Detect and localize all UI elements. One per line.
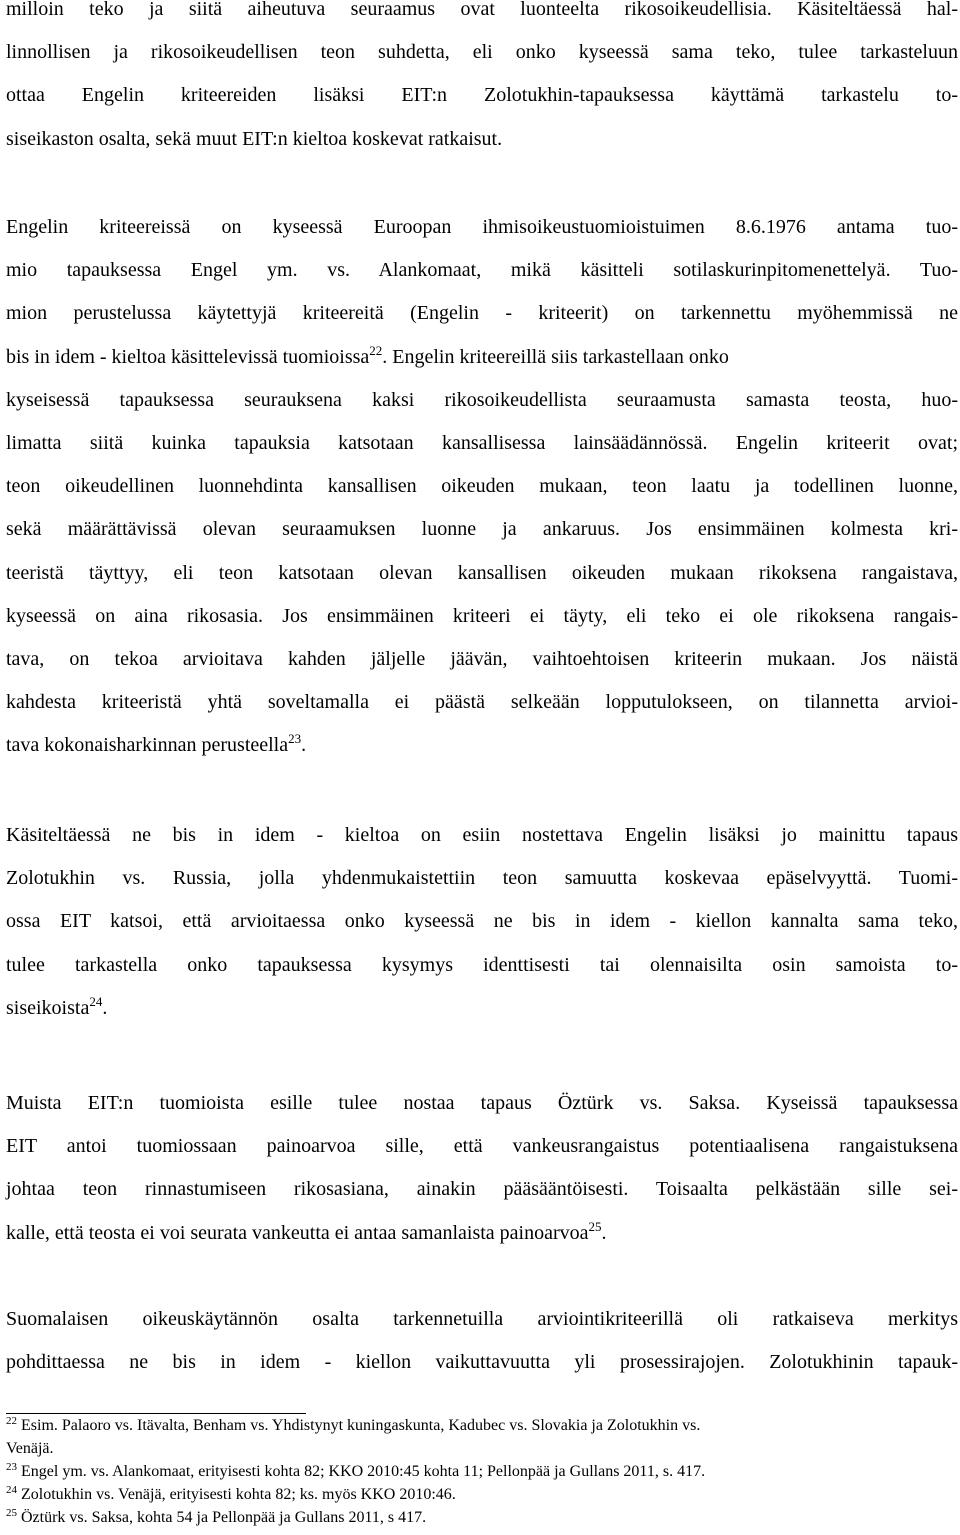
text-line: linnollisen ja rikosoikeudellisen teon suhdetta, eli onko kyseessä sama teko, tulee tarkasteluun: [6, 41, 958, 64]
footnote: [6, 1460, 958, 1483]
text-line: mion perustelussa käytettyjä kriteereitä (Engelin - kriteerit) on tarkennettu myöhemmissä ne: [6, 302, 958, 325]
text-line: ossa EIT katsoi, että arvioitaessa onko kyseessä ne bis in idem - kiellon kannalta sama teko,: [6, 910, 958, 933]
footnote: [6, 1506, 958, 1529]
footnote-number: 24: [6, 1484, 17, 1496]
text-line: Engelin kriteereissä on kyseessä Euroopan ihmisoikeustuomioistuimen 8.6.1976 antama tuo-: [6, 216, 958, 238]
text-line: kahdesta kriteeristä yhtä soveltamalla ei päästä selkeään lopputulokseen, on tilannetta arvioi-: [6, 691, 958, 714]
text-fragment: .: [601, 1221, 607, 1244]
text-line: milloin teko ja siitä aiheutuva seuraamus ovat luonteelta rikosoikeudellisia. Käsiteltäessä hal-: [6, 0, 958, 20]
text-line: mio tapauksessa Engel ym. vs. Alankomaat, mikä käsitteli sotilaskurinpitomenettelyä. Tuo-: [6, 259, 958, 282]
text-line: pohdittaessa ne bis in idem - kiellon vaikuttavuutta yli prosessirajojen. Zolotukhinin tapauk-: [6, 1351, 958, 1374]
paragraph-3: [6, 814, 958, 1030]
text-line: [6, 1212, 958, 1255]
text-line: sekä määrättävissä olevan seuraamuksen luonne ja ankaruus. Jos ensimmäinen kolmesta kri-: [6, 518, 958, 541]
footnote-number: 25: [6, 1507, 17, 1519]
footnote-text: Venäjä.: [6, 1440, 54, 1457]
text-line: tava, on tekoa arvioitava kahden jäljelle jäävän, vaihtoehtoisen kriteerin mukaan. Jos näistä: [6, 648, 958, 671]
paragraph-5: [6, 1298, 958, 1384]
text-fragment: .: [102, 996, 108, 1019]
text-fragment: kalle, että teosta ei voi seurata vankeutta ei antaa samanlaista painoarvoa: [6, 1221, 589, 1244]
text-fragment: bis in idem - kieltoa käsittelevissä tuomioissa: [6, 345, 370, 368]
text-line: [6, 724, 958, 767]
footnote-ref: 22: [369, 342, 383, 358]
text-line: EIT antoi tuomiossaan painoarvoa sille, että vankeusrangaistus potentiaalisena rangaistuksena: [6, 1135, 958, 1158]
text-line: [6, 336, 958, 379]
text-line: limatta siitä kuinka tapauksia katsotaan kansallisessa lainsäädännössä. Engelin kriteerit ovat;: [6, 432, 958, 455]
text-fragment: . Engelin kriteereillä siis tarkastellaan onko: [382, 345, 729, 368]
footnote-text: Öztürk vs. Saksa, kohta 54 ja Pellonpää ja Gullans 2011, s 417.: [21, 1509, 427, 1526]
footnotes: [6, 1414, 958, 1529]
text-line: Suomalaisen oikeuskäytännön osalta tarkennetuilla arviointikriteerillä oli ratkaiseva merkitys: [6, 1308, 958, 1330]
text-line: teeristä täyttyy, eli teon katsotaan olevan kansallisen oikeuden mukaan rikoksena rangaistava,: [6, 561, 958, 584]
paragraph-2: [6, 206, 958, 768]
text-line: kyseessä on aina rikosasia. Jos ensimmäinen kriteeri ei täyty, eli teko ei ole rikoksena rangais-: [6, 604, 958, 627]
text-fragment: siseikoista: [6, 996, 90, 1019]
text-line: tulee tarkastella onko tapauksessa kysymys identtisesti tai olennaisilta osin samoista to-: [6, 953, 958, 976]
footnote-number: 22: [6, 1415, 17, 1427]
paragraph-1: [6, 0, 958, 161]
footnote-ref: 25: [588, 1218, 602, 1234]
text-fragment: .: [301, 734, 307, 757]
text-line: johtaa teon rinnastumiseen rikosasiana, ainakin pääsääntöisesti. Toisaalta pelkästään sille sei-: [6, 1178, 958, 1201]
text-line: Käsiteltäessä ne bis in idem - kieltoa on esiin nostettava Engelin lisäksi jo mainittu tapaus: [6, 824, 958, 846]
text-line: Muista EIT:n tuomioista esille tulee nostaa tapaus Öztürk vs. Saksa. Kyseissä tapauksessa: [6, 1092, 958, 1114]
paragraph-4: [6, 1082, 958, 1255]
text-fragment: tava kokonaisharkinnan perusteella: [6, 734, 289, 757]
text-line: kyseisessä tapauksessa seurauksena kaksi rikosoikeudellista seuraamusta samasta teosta, huo-: [6, 388, 958, 411]
footnote-text: Esim. Palaoro vs. Itävalta, Benham vs. Yhdistynyt kuningaskunta, Kadubec vs. Slovakia ja Zolotukhin vs.: [21, 1417, 701, 1434]
text-line: [6, 987, 958, 1030]
text-line: ottaa Engelin kriteereiden lisäksi EIT:n Zolotukhin-tapauksessa käyttämä tarkastelu to-: [6, 84, 958, 107]
footnote: [6, 1483, 958, 1506]
footnote: [6, 1414, 958, 1460]
text-line: siseikaston osalta, sekä muut EIT:n kieltoa koskevat ratkaisut.: [6, 127, 503, 150]
text-line: Zolotukhin vs. Russia, jolla yhdenmukaistettiin teon samuutta koskevaa epäselvyyttä. Tuomi-: [6, 867, 958, 890]
footnote-text: Engel ym. vs. Alankomaat, erityisesti kohta 82; KKO 2010:45 kohta 11; Pellonpää ja Gullans 2011, s. 417.: [21, 1463, 706, 1480]
footnote-text: Zolotukhin vs. Venäjä, erityisesti kohta 82; ks. myös KKO 2010:46.: [21, 1486, 456, 1503]
footnote-number: 23: [6, 1461, 17, 1473]
text-line: teon oikeudellinen luonnehdinta kansallisen oikeuden mukaan, teon laatu ja todellinen luonne,: [6, 475, 958, 498]
footnote-ref: 24: [89, 993, 103, 1009]
footnote-ref: 23: [288, 731, 302, 747]
